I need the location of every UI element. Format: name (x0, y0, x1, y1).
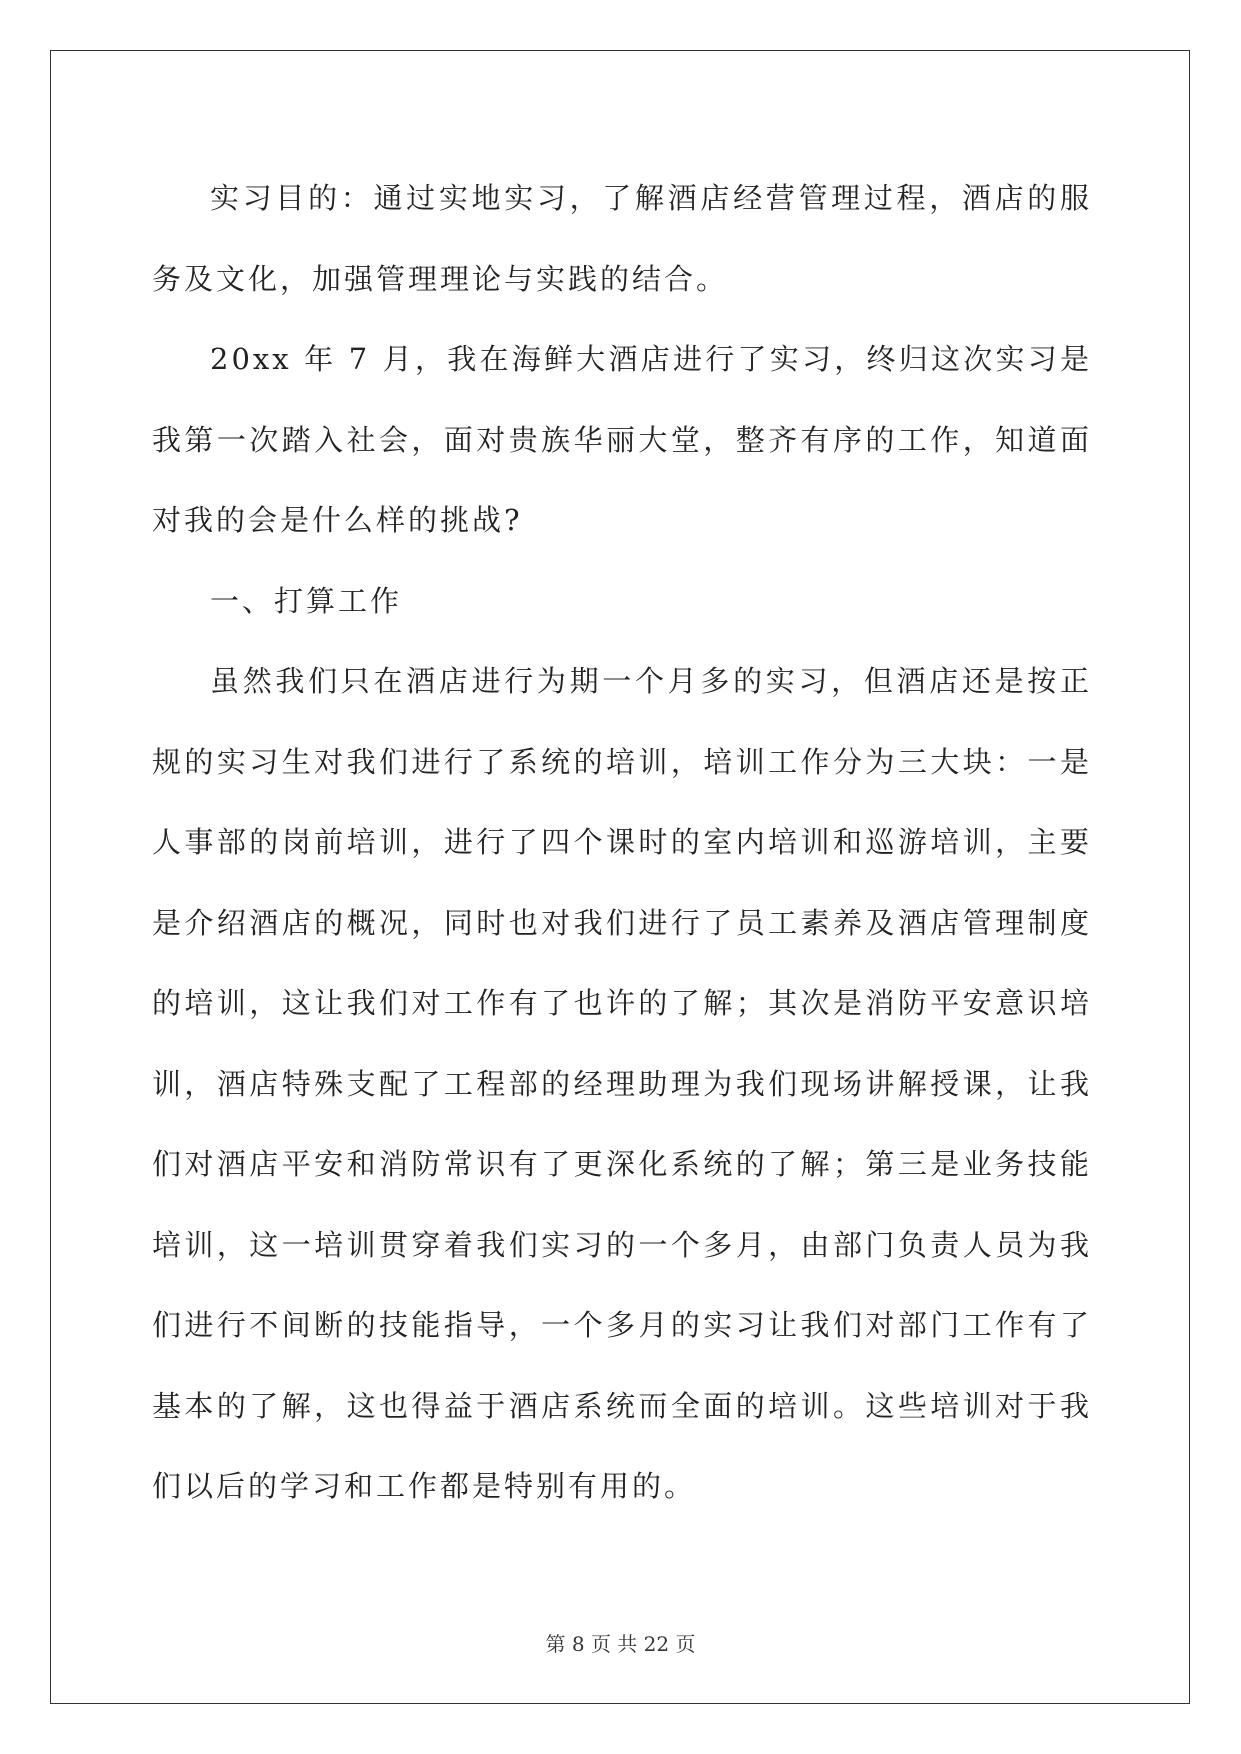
section-heading: 一、打算工作 (210, 583, 403, 618)
paragraph-intro: 20xx 年 7 月，我在海鲜大酒店进行了实习，终归这次实习是我第一次踏入社会，面对贵族华丽大堂，整齐有序的工作，知道面对我的会是什么样的挑战? (152, 342, 1092, 537)
paragraph-purpose: 实习目的：通过实地实习，了解酒店经营管理过程，酒店的服务及文化，加强管理理论与实践的结合。 (152, 181, 1092, 296)
page-number: 第 8 页 共 22 页 (545, 1632, 696, 1656)
document-body (152, 158, 1092, 1527)
paragraph-training: 虽然我们只在酒店进行为期一个月多的实习，但酒店还是按正规的实习生对我们进行了系统的培训，培训工作分为三大块：一是人事部的岗前培训，进行了四个课时的室内培训和巡游培训，主要是介绍酒店的概况，同时也对我们进行了员工素养及酒店管理制度的培训，这让我们对工作有了也许的了解；其次是消防平安意识培训，酒店特殊支配了工程部的经理助理为我们现场讲解授课，让我们对酒店平安和消防常识有了更深化系统的了解；第三是业务技能培训，这一培训贯穿着我们实习的一个多月，由部门负责人员为我们进行不间断的技能指导，一个多月的实习让我们对部门工作有了基本的了解，这也得益于酒店系统而全面的培训。这些培训对于我们以后的学习和工作都是特别有用的。 (152, 664, 1092, 1503)
